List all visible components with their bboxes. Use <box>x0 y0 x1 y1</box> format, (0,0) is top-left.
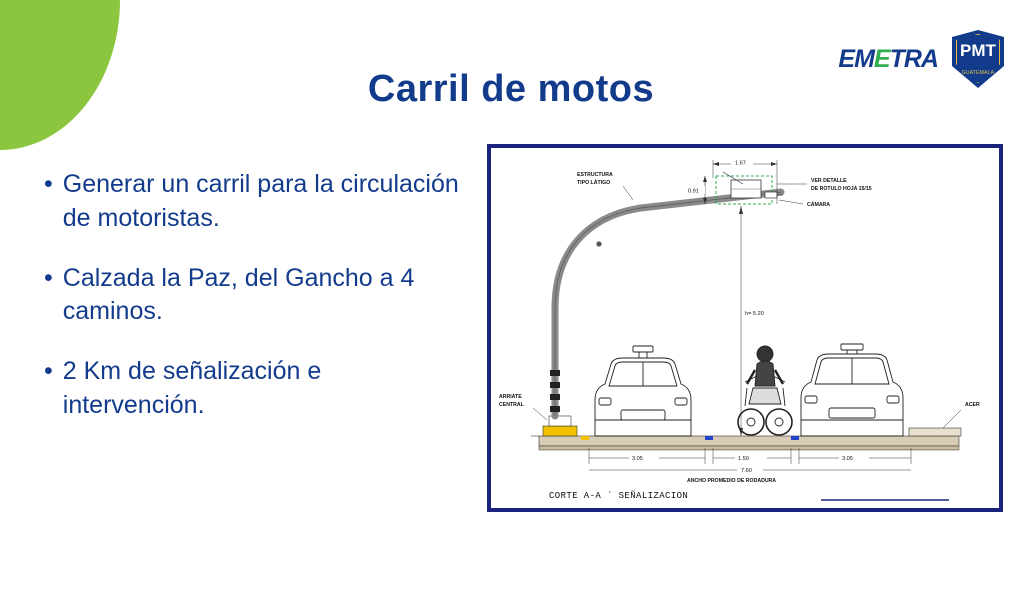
technical-drawing-panel <box>487 144 1003 512</box>
dimension-total-description: ANCHO PROMEDIO DE RODADURA <box>687 478 777 484</box>
list-item <box>44 355 464 423</box>
vehicle-car-left <box>595 346 691 436</box>
label-arriate-line1: ARRIATE <box>499 394 522 400</box>
sidewalk-right <box>909 428 961 436</box>
pavement-base <box>539 446 959 450</box>
label-estructura <box>577 172 633 200</box>
label-acera-text: ACER <box>965 402 980 408</box>
pavement-band <box>539 436 959 446</box>
dimension-total <box>589 465 911 484</box>
list-item-text: Calzada la Paz, del Gancho a 4 caminos. <box>62 263 415 326</box>
dimension-lane-right-label: 3.05 <box>842 456 853 462</box>
bullet-list <box>44 168 464 449</box>
median-curb <box>543 426 577 436</box>
dimension-lane-moto-label: 1.50 <box>738 456 749 462</box>
pmt-logo-text: PMT <box>960 41 996 60</box>
camera-icon <box>765 192 777 198</box>
bullet-marker-icon: • <box>44 263 53 292</box>
label-ver-detalle-line1: VER DETALLE <box>811 178 847 184</box>
label-estructura-line1: ESTRUCTURA <box>577 172 613 178</box>
page-title: Carril de motos <box>367 68 655 110</box>
emetra-logo-text-1: EM <box>838 44 874 73</box>
dimension-top-width-label: 1.67 <box>735 160 746 167</box>
road-cross-section-drawing <box>491 148 999 508</box>
dimension-total-label: 7.60 <box>741 468 752 474</box>
dimension-top-height-label: 0.91 <box>688 188 699 195</box>
label-ver-detalle <box>777 178 872 192</box>
label-estructura-line2: TIPO LÁTIGO <box>577 180 611 186</box>
label-acera <box>943 402 980 428</box>
dimension-height-label: h= 5.20 <box>745 311 764 317</box>
emetra-logo-text-3: TRA <box>889 44 938 73</box>
vehicle-car-right <box>801 344 903 436</box>
bullet-marker-icon: • <box>44 357 53 385</box>
label-ver-detalle-line2: DE ROTULO HOJA 15/15 <box>811 186 872 192</box>
emetra-logo-text-2: E <box>873 44 890 73</box>
list-item <box>44 262 464 330</box>
label-camara <box>779 200 830 208</box>
dimension-chain <box>589 448 911 464</box>
label-arriate <box>499 394 547 420</box>
list-item <box>44 168 464 236</box>
label-arriate-line2: CENTRAL <box>499 402 524 408</box>
drawing-caption <box>549 490 949 501</box>
vehicle-motorcycle <box>738 346 792 435</box>
drawing-caption-text: CORTE A-A ´ SEÑALIZACION <box>549 491 689 501</box>
bullet-marker-icon: • <box>44 170 53 198</box>
list-item-text: 2 Km de señalización e intervención. <box>62 357 322 419</box>
pole-joint <box>596 241 601 246</box>
dimension-lane-left-label: 3.05 <box>632 456 643 462</box>
list-item-text: Generar un carril para la circulación de motoristas. <box>62 170 459 232</box>
label-camara-text: CÁMARA <box>807 202 831 208</box>
pmt-logo-subtext: GUATEMALA <box>961 70 995 76</box>
